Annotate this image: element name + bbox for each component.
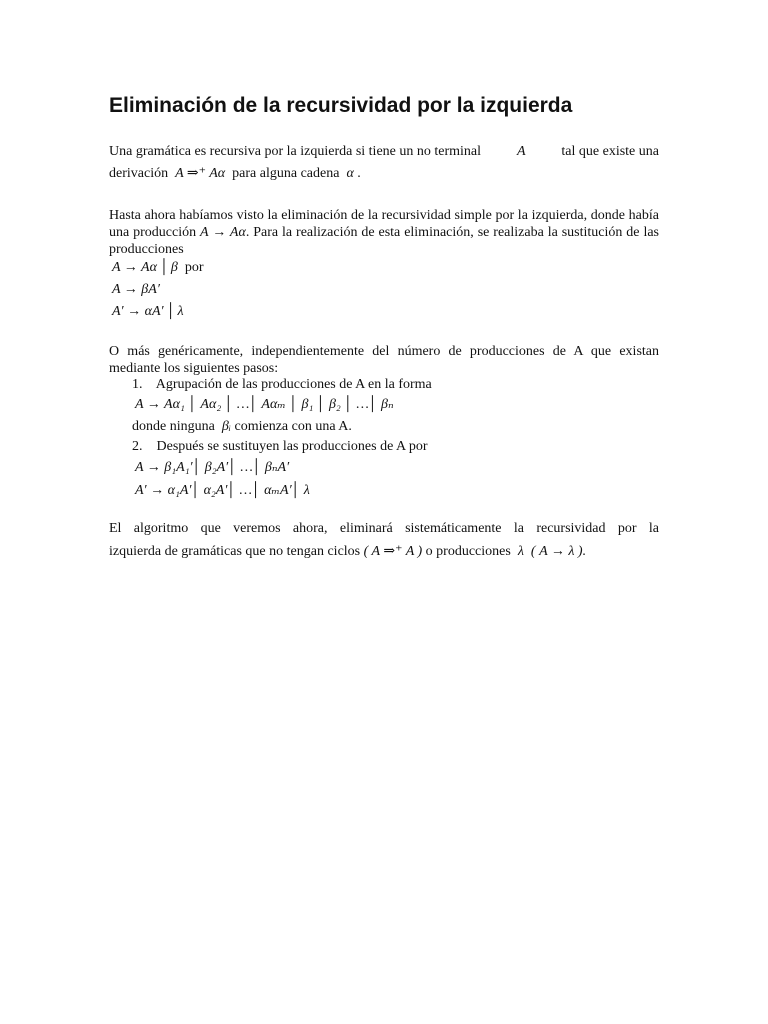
step-1-note-symbol: βᵢ <box>221 419 232 434</box>
rule-1-rhs: β <box>170 260 178 275</box>
paragraph-1-line-1 <box>109 143 659 161</box>
rule-1-lhs: A → Aα <box>112 260 157 275</box>
rule-3: A′ → αA′ │ λ <box>112 304 184 319</box>
paragraph-3: O más genéricamente, independientemente del número de producciones de A que existan mediante los siguientes pasos: <box>109 344 659 376</box>
step-2-text: Después se sustituyen las producciones de A por <box>156 439 428 454</box>
step-1-formula: A → Aα₁ │ Aα₂ │ …│ Aαₘ │ β₁ │ β₂ │ …│ βₙ <box>135 397 394 412</box>
rule-1: A → Aα │ β por <box>112 260 204 275</box>
step-2 <box>132 438 428 456</box>
p2-text-b: . Para la realización de esta eliminación, se realizaba la sustitución de las producciones <box>109 225 659 257</box>
step-2-number: 2. <box>132 439 143 454</box>
rule-1-suffix: por <box>184 260 204 275</box>
p2-text: Hasta ahora habíamos visto la eliminación de la recursividad simple por la izquierda, donde había una producción <box>109 208 659 240</box>
step-1-text: Agrupación de las producciones de A en la forma <box>155 377 432 392</box>
step-1-number: 1. <box>132 377 143 392</box>
rule-3-lhs: A′ → αA′ <box>112 304 164 319</box>
rule-3-rhs: λ <box>177 304 184 319</box>
p4-cycle: ( A ⇒⁺ A ) <box>363 544 423 559</box>
step-1-note-a: donde ninguna <box>132 419 215 434</box>
p4-lambda-production: ( A → λ ). <box>530 544 587 559</box>
p2-production: A → Aα <box>200 225 246 240</box>
p1-text-e: . <box>357 166 361 181</box>
paragraph-4-line-1: El algoritmo que veremos ahora, eliminará sistemáticamente la recursividad por la <box>109 521 659 536</box>
paragraph-4-line-2 <box>109 543 586 561</box>
step-1 <box>132 376 432 394</box>
p1-symbol-a: A <box>516 144 526 159</box>
paragraph-1-line-2 <box>109 165 361 183</box>
paragraph-2 <box>109 207 659 258</box>
p1-text-d: para alguna cadena <box>232 166 340 181</box>
p4-lambda: λ <box>517 544 524 559</box>
p4-text-c: o producciones <box>425 544 511 559</box>
rule-2 <box>112 281 160 299</box>
p1-alpha: α <box>346 166 354 181</box>
step-1-note-b: comienza con una A. <box>234 419 352 434</box>
p4-text-b: izquierda de gramáticas que no tengan ciclos <box>109 544 361 559</box>
page-title: Eliminación de la recursividad por la izquierda <box>109 94 573 117</box>
p1-text-b: tal que existe una <box>561 144 659 159</box>
rule-2-lhs: A → βA′ <box>112 282 160 297</box>
p1-text-c: derivación <box>109 166 169 181</box>
step-2-formula-2: A′ → α₁A′│ α₂A′│ …│ αₘA′│ λ <box>135 483 310 498</box>
p1-text-a: Una gramática es recursiva por la izquierda si tiene un no terminal <box>109 144 482 159</box>
step-1-note <box>132 418 352 436</box>
p1-derivation: A ⇒⁺ Aα <box>175 166 226 181</box>
step-2-formula-1: A → β₁A₁′│ β₂A′│ …│ βₙA′ <box>135 460 290 475</box>
